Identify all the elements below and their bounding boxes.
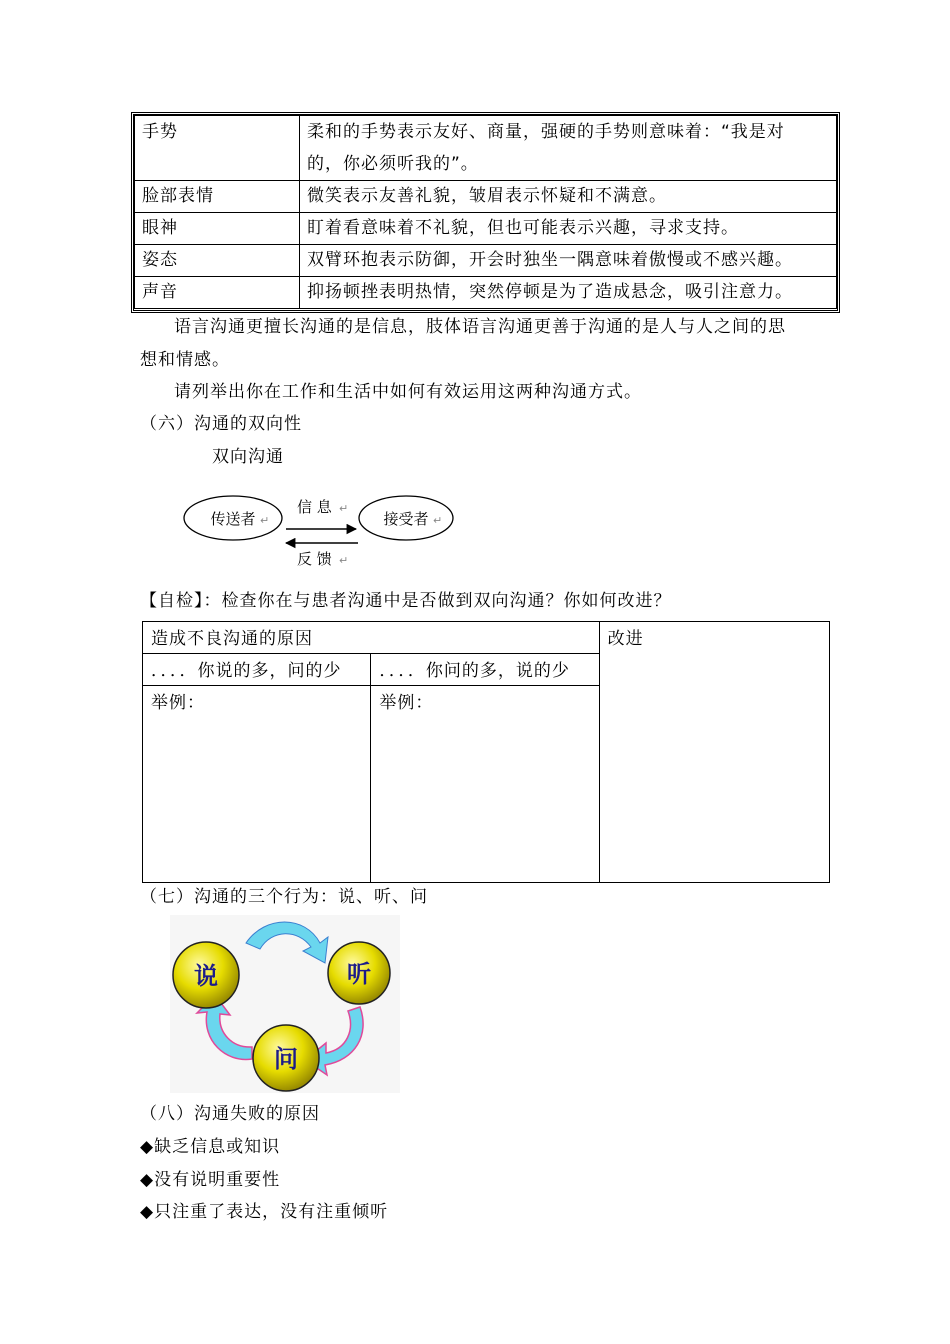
header-causes: 造成不良沟通的原因 [143,622,600,654]
row-desc: 微笑表示友善礼貌，皱眉表示怀疑和不满意。 [300,181,837,213]
paragraph-line: 想和情感。 [140,350,230,370]
row-desc [300,116,837,181]
table-row [143,622,830,654]
row-key: 脸部表情 [135,181,300,213]
return-mark: ↵ [339,502,349,515]
speak-label: 说 [194,962,218,990]
return-mark: ↵ [433,514,443,527]
diamond-bullet-icon: ◆ [140,1202,155,1222]
diamond-bullet-icon: ◆ [140,1170,155,1190]
row-key: 声音 [135,277,300,309]
listen-label: 听 [347,960,371,988]
sender-label: 传送者 [210,510,256,528]
feedback-label: 反 馈 [297,550,332,568]
section-heading: （八）沟通失败的原因 [140,1104,320,1124]
table-row [135,181,837,213]
return-mark: ↵ [260,514,270,527]
row-key: 眼神 [135,213,300,245]
self-check-prompt: 【自检】：检查你在与患者沟通中是否做到双向沟通？你如何改进？ [140,591,672,611]
body-language-table [134,115,837,309]
list-item-text: 没有说明重要性 [154,1170,281,1190]
list-item [140,1202,388,1222]
row-desc-line1: 柔和的手势表示友好、商量，强硬的手势则意味着：“我是对 [307,122,785,142]
table-row [135,245,837,277]
table-row [135,213,837,245]
two-way-diagram [180,488,470,573]
list-item-text: 只注重了表达，没有注重倾听 [154,1202,389,1222]
ask-label: 问 [274,1045,298,1073]
list-item [140,1170,280,1190]
row-desc: 双臂环抱表示防御，开会时独坐一隅意味着傲慢或不感兴趣。 [300,245,837,277]
self-check-table [142,621,830,883]
table-row [135,277,837,309]
paragraph: 请列举出你在工作和生活中如何有效运用这两种沟通方式。 [174,382,642,402]
section-heading: （六）沟通的双向性 [140,414,302,434]
list-item-text: 缺乏信息或知识 [154,1137,281,1157]
subheading: 双向沟通 [212,447,284,467]
info-label: 信 息 [297,498,332,516]
table-row [135,116,837,181]
header-improve: 改进 [599,622,829,883]
row-desc: 盯着看意味着不礼貌，但也可能表示兴趣，寻求支持。 [300,213,837,245]
speak-listen-ask-cycle [170,915,400,1093]
diamond-bullet-icon: ◆ [140,1137,155,1157]
list-item [140,1137,280,1157]
row-desc-line2: 的，你必须听我的”。 [307,154,479,174]
paragraph-line: 语言沟通更擅长沟通的是信息，肢体语言沟通更善于沟通的是人与人之间的思 [174,317,786,337]
row-key: 姿态 [135,245,300,277]
row-key: 手势 [135,116,300,181]
row-desc: 抑扬顿挫表明热情，突然停顿是为了造成悬念，吸引注意力。 [300,277,837,309]
example-cell-2[interactable]: 举例： [371,686,599,883]
section-heading: （七）沟通的三个行为：说、听、问 [140,887,428,907]
sub-header-2: ．．．．你问的多，说的少 [371,654,599,686]
sub-header-1: ．．．．你说的多，问的少 [143,654,371,686]
return-mark: ↵ [339,554,349,567]
receiver-label: 接受者 [383,510,429,528]
example-cell-1[interactable]: 举例： [143,686,371,883]
